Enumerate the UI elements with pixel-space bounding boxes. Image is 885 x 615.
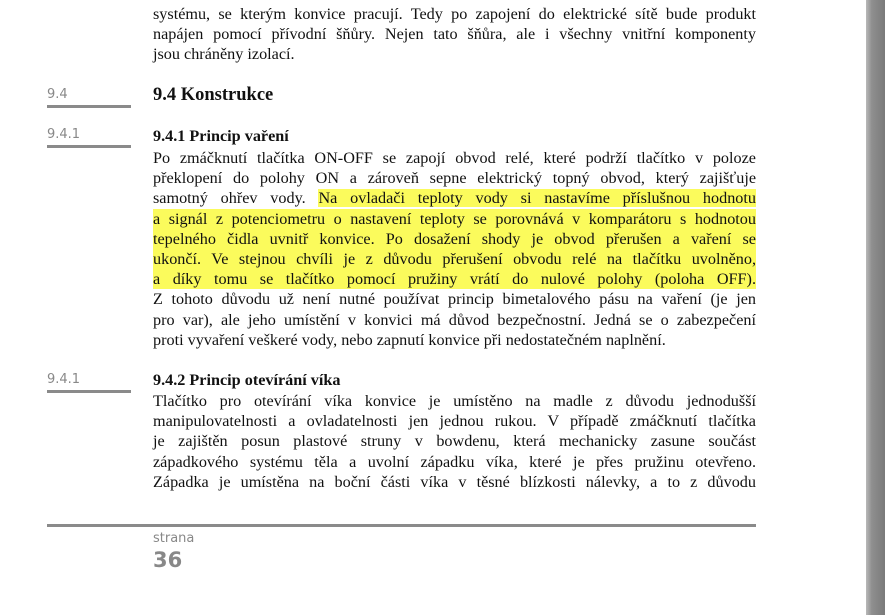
highlight-fragment: Na ovladači teploty vody si nastavíme příslušnou hodnotu bbox=[318, 189, 756, 208]
section-marker-9-4-1 bbox=[47, 128, 131, 148]
text-line: pro var), ale jeho umístění v konvici má důvod bezpečnostní. Jedná se o zabezpečení bbox=[153, 310, 756, 329]
text-line: je zajištěn posun plastové struny v bowdenu, která mechanicky zasune součást bbox=[153, 432, 756, 451]
text-line: manipulovatelnosti a ovladatelnosti jen jednou rukou. V případě zmáčknutí tlačítka bbox=[153, 412, 756, 431]
text-line: Z tohoto důvodu už není nutné používat princip bimetalového pásu na vaření (je jen bbox=[153, 290, 756, 309]
footer-rule bbox=[47, 524, 756, 527]
subsection-heading-princip-vareni: 9.4.1 Princip vaření bbox=[153, 127, 289, 145]
highlighted-text-line: ukončí. Ve stejnou chvíli je z důvodu přerušení obvodu relé na tlačítku uvolněno, bbox=[153, 249, 756, 268]
text-line: jsou chráněny izolací. bbox=[153, 45, 295, 64]
section-marker-label: 9.4.1 bbox=[47, 127, 81, 142]
section-marker-label: 9.4.1 bbox=[47, 372, 81, 387]
section-marker-rule bbox=[47, 105, 131, 108]
section-marker-9-4-2 bbox=[47, 373, 131, 393]
section-heading-konstrukce: 9.4 Konstrukce bbox=[153, 85, 274, 105]
highlighted-text-line: a díky tomu se tlačítko pomocí pružiny vrátí do nulové polohy (poloha OFF). bbox=[153, 270, 756, 289]
section-marker-9-4 bbox=[47, 88, 131, 108]
subsection-heading-princip-otevirani-vika: 9.4.2 Princip otevírání víka bbox=[153, 371, 341, 389]
text-line: systému, se kterým konvice pracují. Tedy po zapojení do elektrické sítě bude produkt bbox=[153, 5, 756, 23]
highlighted-text-line: a signál z potenciometru o nastavení teploty se porovnává v komparátoru s hodnotou bbox=[153, 209, 756, 228]
intro-paragraph bbox=[153, 4, 756, 65]
paragraph-princip-vareni bbox=[153, 148, 756, 350]
highlighted-text-line: tepelného čidla uvnitř konvice. Po dosažení shody je obvod přerušen a vaření se bbox=[153, 229, 756, 248]
section-marker-rule bbox=[47, 390, 131, 393]
page-number: 36 bbox=[153, 548, 183, 572]
text-line: proti vyvaření veškeré vody, nebo zapnutí konvice při nedostatečném naplnění. bbox=[153, 330, 666, 349]
text-line: Po zmáčknutí tlačítka ON-OFF se zapojí obvod relé, které podrží tlačítko v poloze bbox=[153, 149, 756, 167]
text-line: západkového systému těla a uvolní západku víka, které je přes pružinu otevřeno. bbox=[153, 452, 756, 471]
text-fragment: samotný ohřev vody. bbox=[153, 189, 319, 208]
text-line: překlopení do polohy ON a zároveň sepne elektrický topný obvod, který zajišťuje bbox=[153, 169, 756, 188]
text-line-partially-highlighted bbox=[153, 188, 756, 208]
paragraph-princip-otevirani-vika bbox=[153, 391, 756, 492]
section-marker-rule bbox=[47, 145, 131, 148]
text-line: napájen pomocí přívodní šňůry. Nejen tato šňůra, ale i všechny vnitřní komponenty bbox=[153, 25, 756, 44]
viewer-scroll-edge bbox=[866, 0, 885, 615]
section-marker-label: 9.4 bbox=[47, 87, 68, 102]
text-line: Západka je umístěna na boční části víka v těsné blízkosti nálevky, a to z důvodu bbox=[153, 472, 756, 491]
page-label: strana bbox=[153, 531, 195, 546]
text-line: Tlačítko pro otevírání víka konvice je umístěno na madle z důvodu jednodušší bbox=[153, 392, 756, 410]
